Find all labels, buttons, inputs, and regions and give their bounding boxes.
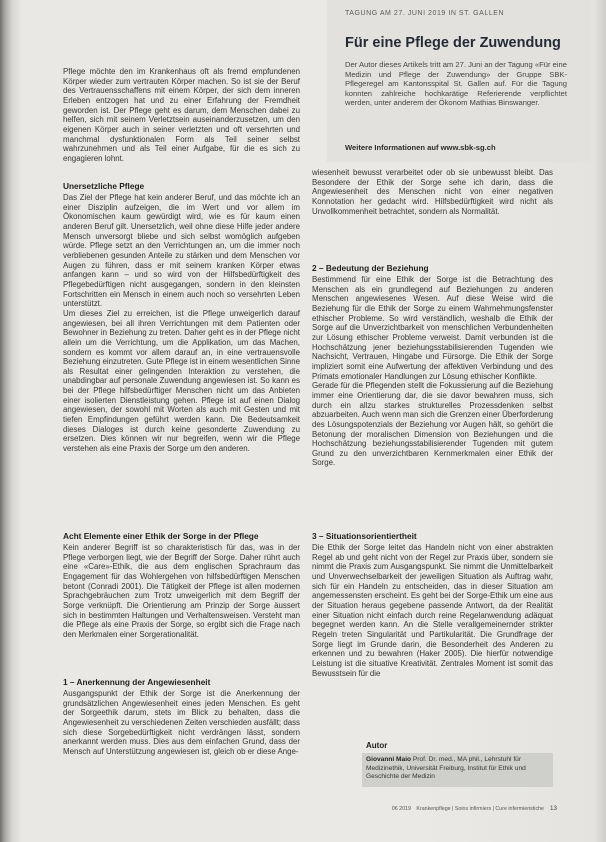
body-paragraph: Die Ethik der Sorge leitet das Handeln nicht von einer abstrakten Regel ab und geht nicht von der Regel zur Praxis über, sondern sie nimmt die Praxis zum Ausgangspunkt. Sie nimmt die Unmittelbarkeit und Unverwechselbarkeit der jeweiligen Situation als Auftrag wahr, sich für ein Handeln zu entscheiden, das in dieser Situation am angemessensten erscheint. Es geht bei der Sorge-Ethik um eine aus der Situation heraus gegebene passende Antwort, da der Realität einer Situation nicht einfach durch reine Regelanwendung adäquat begegnet werden kann. An die Stelle verallgemeinernder strikter Regeln treten Singularität und Partikularität. Die Grundfrage der Sorge liegt im Grunde darin, die Besonderheit des Anderen zu erkennen und zu bewahren (Haker 2005). Die hierfür notwendige Leistung ist die situative Kreativität. Zentrales Moment ist somit das Bewusstsein für die [312,543,553,678]
section-heading-beziehung: 2 – Bedeutung der Beziehung [312,263,429,273]
event-kicker: TAGUNG AM 27. JUNI 2019 IN ST. GALLEN [345,10,505,17]
author-name: Giovanni Maio [366,756,412,763]
section-body-unersetzliche-pflege [63,193,300,529]
author-box [362,753,553,787]
section-body-acht-elemente [63,543,300,669]
section-heading-situationsorientiertheit: 3 – Situationsorientiertheit [312,531,417,541]
footer-issue: 06 2019 [391,806,411,812]
body-paragraph: Bestimmend für eine Ethik der Sorge ist die Betrachtung des Menschen als ein grundlegend auf Beziehungen zu anderen Menschen angewiesenes Wesen. Auf diese Weise wird die Beziehung für die Ethik der Sorge zu einem Wahrnehmungsfenster ethischer Probleme. So wird verständlich, weshalb die Ethik der Sorge auf die Unverzichtbarkeit von menschlichen Verbundenheiten zur Lösung ethischer Probleme verweist. Damit verbunden ist die Hochschätzung jener beziehungsstabilisierenden Tugenden wie Nachsicht, Vertrauen, Hingabe und Fürsorge. Die Ethik der Sorge impliziert somit eine Aufwertung der affektiven Verbindung und des Primats emotionaler Handlungen zur Lösung ethischer Konflikte. [312,275,553,381]
author-details: Prof. Dr. med., MA phil., Lehrstuhl für Medizinethik, Universität Freiburg, Institut für Ethik und Geschichte der Medizin [366,756,526,781]
body-paragraph: Kein anderer Begriff ist so charakteristisch für das, was in der Pflege verborgen liegt, wie der Begriff der Sorge. Daher rührt auch eine «Care»-Ethik, die aus dem englischen Sprachraum das Engagement für das Wohlergehen von hilfsbedürftigen Menschen betont (Conradi 2001). Die Tätigkeit der Pflege ist allen modernen Sprachgebräuchen zum Trotz unweigerlich mit dem Begriff der Sorge verknüpft. Die Orientierung am Prinzip der Sorge äussert sich in bestimmten Haltungen und Verhaltensweisen. Versteht man die Pflege als eine Praxis der Sorge, so ergibt sich die Frage nach den Merkmalen einer Sorgerationalität. [63,543,300,639]
section-heading-anerkennung: 1 – Anerkennung der Angewiesenheit [63,677,211,687]
section-heading-acht-elemente: Acht Elemente einer Ethik der Sorge in der Pflege [63,531,259,541]
section-body-beziehung [312,275,553,527]
event-info-box [327,0,590,162]
body-paragraph: Gerade für die Pflegenden stellt die Fokussierung auf die Beziehung immer eine Orientierung dar, die sie davor bewahren muss, sich durch ein allzu starkes strukturelles Prozessdenken selbst abzuarbeiten. Auch wenn man sich die Grenzen einer Überforderung des Lösungspotenzials der Beziehung vor Augen hält, so gehört die Betonung der moralischen Dimension von Beziehungen und die Hochschätzung beziehungsstabilisierender Tugenden mit gutem Grund zu den unverzichtbaren Kernmerkmalen einer Ethik der Sorge. [312,381,553,468]
page-number: 13 [550,805,557,812]
footer-publication: Krankenpflege | Soins infirmiers | Cure infermieristiche [416,806,544,812]
section-heading-unersetzliche-pflege: Unersetzliche Pflege [63,181,145,191]
page-footer [372,806,544,812]
body-paragraph: wiesenheit bewusst verarbeitet oder ob sie unbewusst bleibt. Das Besondere der Ethik der Sorge sehe ich darin, dass die Angewiesenheit des Menschen nicht von einer negativen Konnotation her gedacht wird. Hilfsbedürftigkeit wird nicht als Unvollkommenheit betrachtet, sondern als Normalität. [312,168,553,216]
body-paragraph: Ausgangspunkt der Ethik der Sorge ist die Anerkennung der grundsätzlichen Angewiesenheit eines jeden Menschen. Es geht der Sorgeethik darum, stets im Blick zu behalten, dass die Angewiesenheit zu verschiedenen Zeiten verschieden ausfällt; dass sich diese Sorgebedürftigkeit nicht verdrängen lässt, sondern anerkannt werden muss. Dies aus dem einfachen Grund, dass der Mensch auf Unterstützung angewiesen ist, gleich ob er diese Ange- [63,689,300,756]
article-lead [63,67,300,177]
more-info-text: Weitere Informationen auf www.sbk-sg.ch [345,143,496,152]
section-body-anerkennung [63,689,300,807]
body-paragraph: Um dieses Ziel zu erreichen, ist die Pflege unweigerlich darauf angewiesen, bei all ihren Verrichtungen mit dem Patienten oder Bewohner in Beziehung zu treten. Daher geht es in der Pflege nicht allein um die Verrichtung, um die Applikation, um das Machen, sondern es kommt vor allem darauf an, in eine vertrauensvolle Beziehung einzutreten. Gute Pflege ist in einem wesentlichen Sinne als Resultat einer gelingenden Interaktion zu verstehen, die unabdingbar auf personale Zuwendung angewiesen ist. So kann es bei der Pflege hilfsbedürftiger Menschen nicht um das Anbieten einer isolierten Dienstleistung gehen. Pflege ist auf einen Dialog angewiesen, der sowohl mit Worten als auch mit Gesten und mit tiefen Empfindungen geführt werden kann. Die Bedeutsamkeit dieses Dialoges ist durch keine gesonderte Zuwendung zu ersetzen. Dies können wir nur begreifen, wenn wir die Pflege verstehen als eine Praxis der Sorge um den anderen. [63,308,300,454]
article-title: Für eine Pflege der Zuwendung [345,35,561,51]
section-body-anerkennung-continued [312,168,553,250]
section-body-situationsorientiertheit [312,543,553,721]
event-intro: Der Autor dieses Artikels tritt am 27. Juni an der Tagung «Für eine Medizin und Pflege der Zuwendung» der Gruppe SBK-Pflegeregel am Kantonsspital St. Gallen auf. Für die Tagung konnten zahlreiche hochkarätige Referierende verpflichtet werden, unter anderem der Ökonom Mathias Binswanger. [345,60,567,108]
body-paragraph: Das Ziel der Pflege hat kein anderer Beruf, und das möchte ich an einer Disziplin aufzeigen, die im Wert und vor allem im Ökonomischen kaum gewürdigt wird, wie es für kaum einen anderen Beruf gilt. Unersetzlich, weil ohne diese Hilfe jeder andere Mensch unversorgt bliebe und sich selbst womöglich aufgeben würde. Pflege setzt an den Verrichtungen an, um die immer noch verbliebenen gesunden Anteile zu stärken und dem Menschen vor Augen zu führen, dass er mit seinem kranken Körper etwas anfangen kann – und so wird von der Hilfsbedürftigkeit des Pflegebedürftigen nicht ausgegangen, sondern in den kleinsten Fortschritten ein Mensch in einem auch noch so versehrten Leben unterstützt. [63,193,300,309]
lead-paragraph: Pflege möchte den im Krankenhaus oft als fremd empfundenen Körper wieder zum vertrauten Körper machen. So ist sie der Beruf des Vertrauensschaffens mit einem Körper, der sich dem inneren Erleben entzogen hat und zu einer Erfahrung der Fremdheit geworden ist. Der Pflege geht es darum, dem Menschen dabei zu helfen, sich mit seinem Verletztsein auseinanderzusetzen, um den eigenen Körper auch in seiner verletzten und oft versehrten und manchmal dysfunktionalen Form als Teil seiner selbst wahrzunehmen und als Teil einer Aufgabe, für die es sich zu engagieren lohnt. [63,67,300,163]
author-label: Autor [366,741,388,750]
